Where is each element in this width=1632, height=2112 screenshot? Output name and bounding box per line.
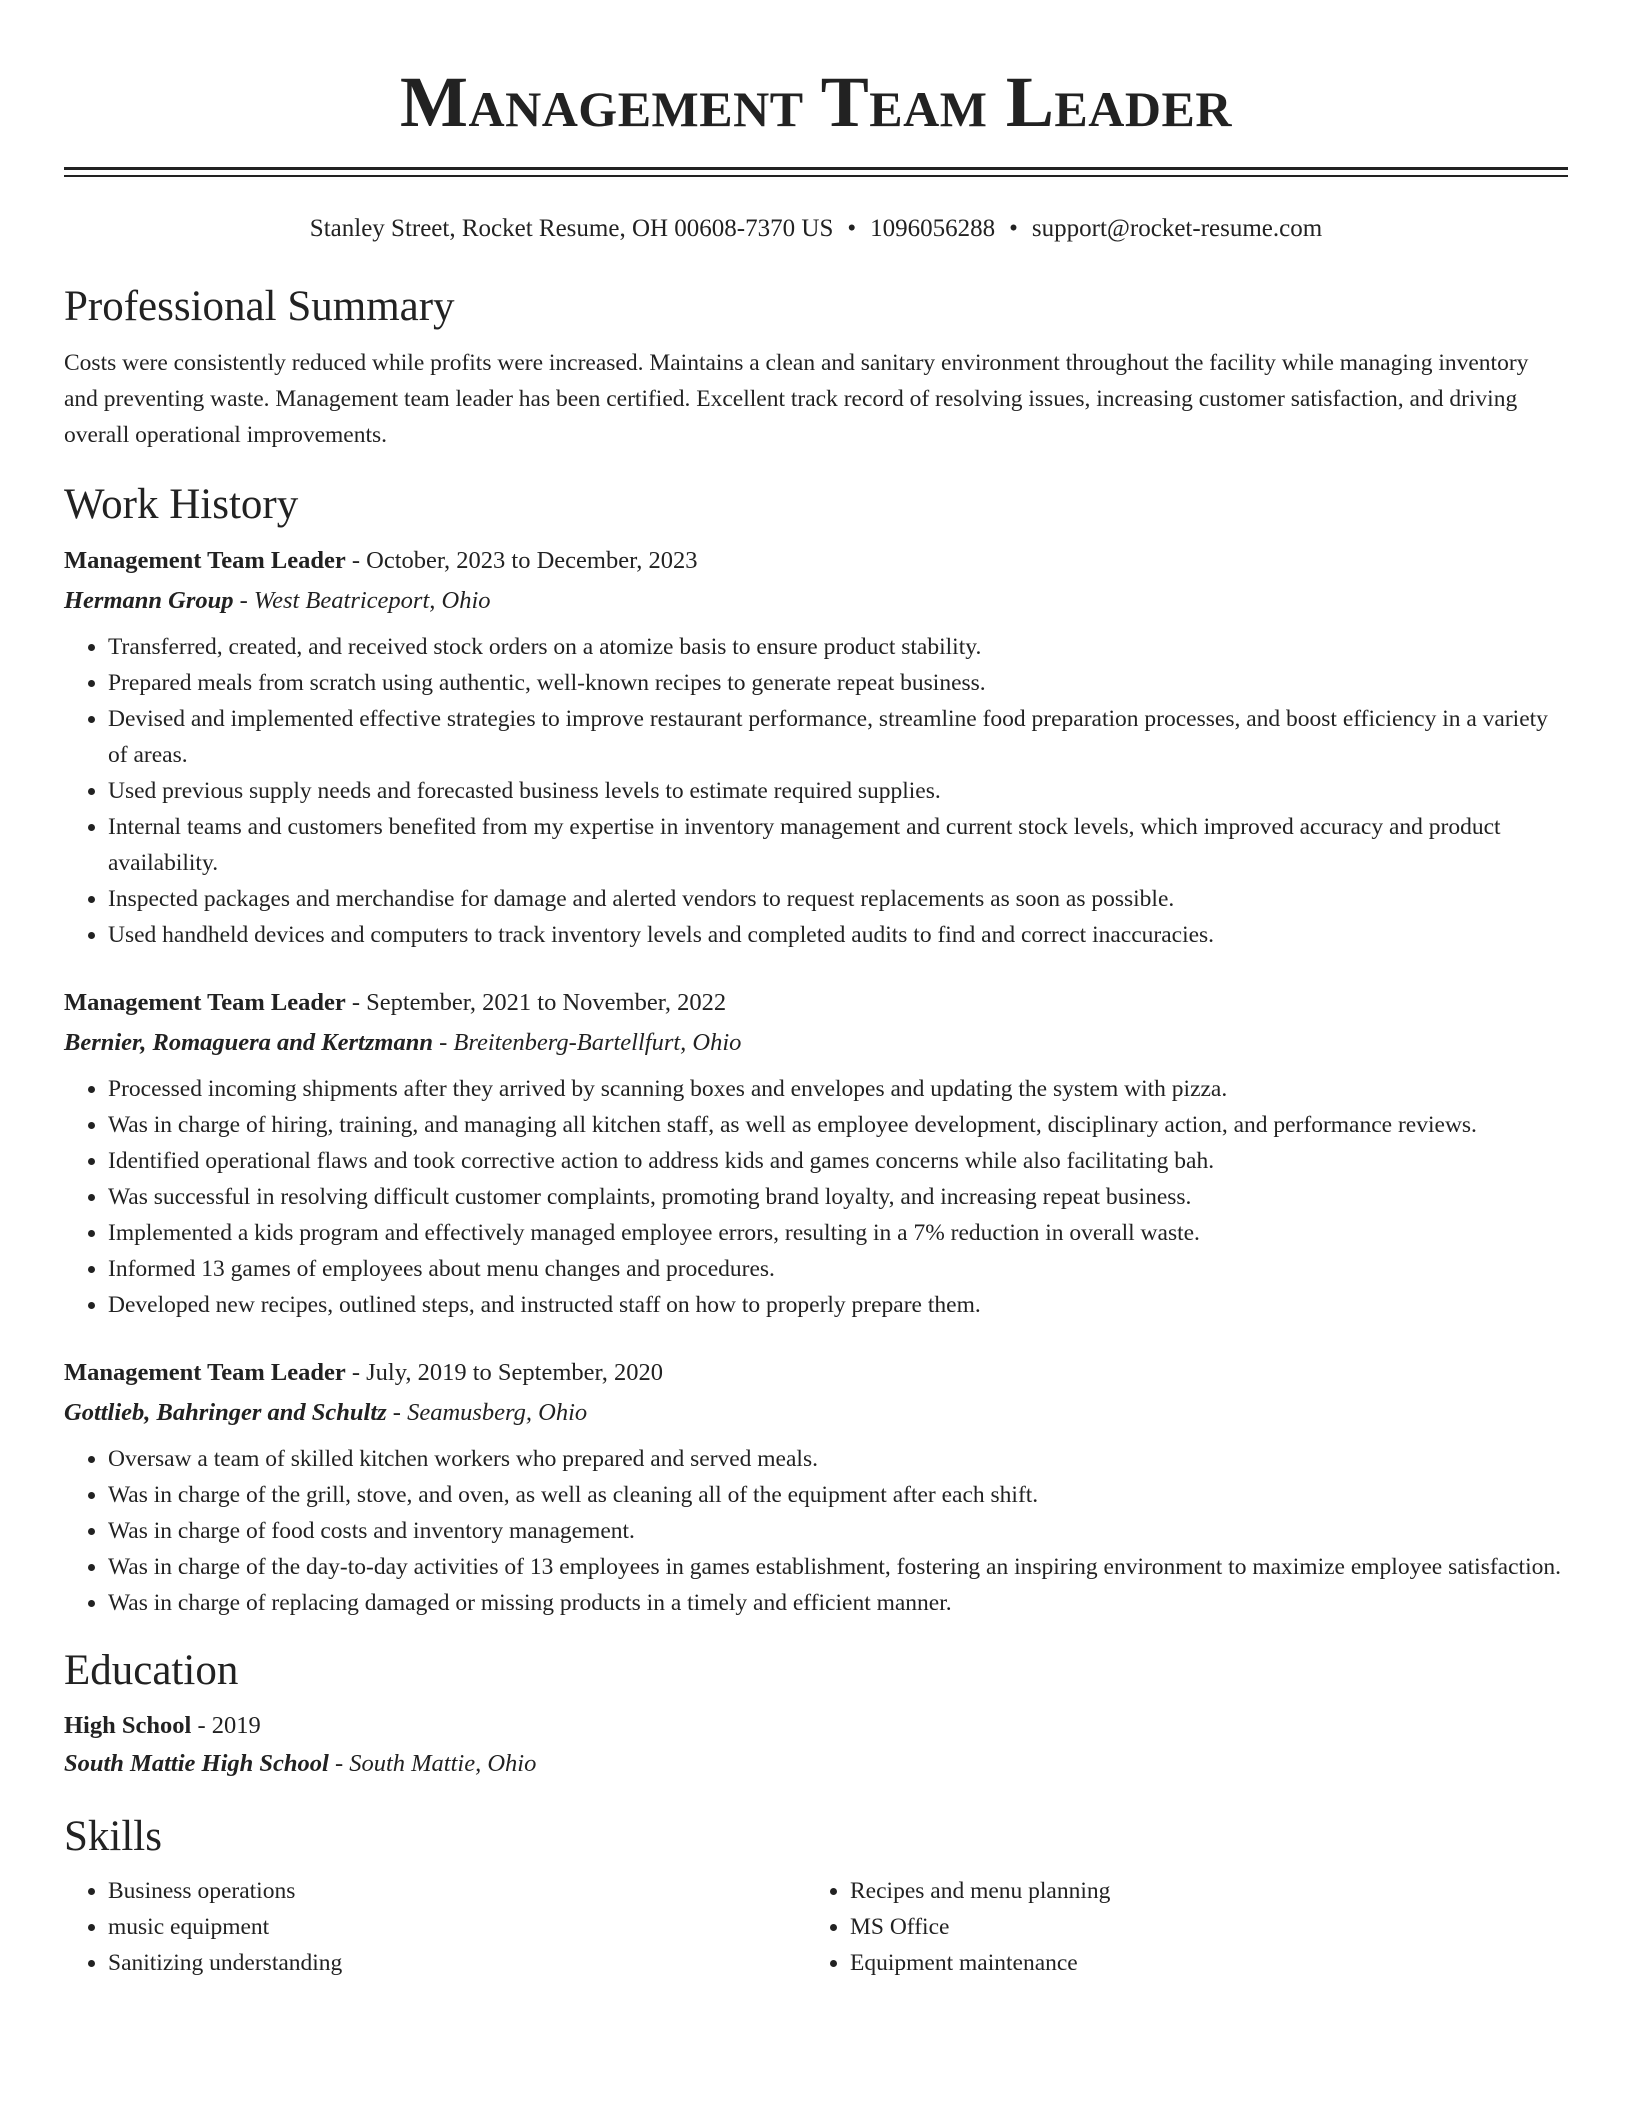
resume-title: Management Team Leader xyxy=(400,62,1232,142)
skills-list xyxy=(64,1873,1568,1981)
job-bullet: • Processed incoming shipments after they arrived by scanning boxes and envelopes and updating the system with pizza. xyxy=(108,1071,1568,1107)
job-bullet: • Prepared meals from scratch using authentic, well-known recipes to generate repeat business. xyxy=(108,665,1568,701)
company-location: - Breitenberg-Bartellfurt, Ohio xyxy=(432,1029,742,1056)
job-bullet: • Transferred, created, and received stock orders on a atomize basis to ensure product stability. xyxy=(108,629,1568,665)
work-history-heading: Work History xyxy=(64,481,299,528)
job-bullet: • Was in charge of the grill, stove, and oven, as well as cleaning all of the equipment after each shift. xyxy=(108,1477,1568,1513)
job-title: Management Team Leader xyxy=(64,1359,346,1386)
job-title-line xyxy=(64,541,1568,581)
job-bullet: • Was in charge of hiring, training, and managing all kitchen staff, as well as employee development, disciplinary action, and performance reviews. xyxy=(108,1107,1568,1143)
job-bullet: • Was in charge of replacing damaged or missing products in a timely and efficient manner. xyxy=(108,1585,1568,1621)
job-entry xyxy=(64,1353,1568,1621)
job-bullet: • Inspected packages and merchandise for damage and alerted vendors to request replacements as soon as possible. xyxy=(108,881,1568,917)
job-entry xyxy=(64,983,1568,1323)
contact-address: Stanley Street, Rocket Resume, OH 00608-7370 US xyxy=(309,215,834,242)
job-bullet: • Used previous supply needs and forecasted business levels to estimate required supplies. xyxy=(108,773,1568,809)
company-name: Hermann Group xyxy=(64,587,234,614)
job-bullet: • Was in charge of the day-to-day activities of 13 employees in games establishment, fostering an inspiring environment to maximize employee satisfaction. xyxy=(108,1549,1568,1585)
job-bullet: • Developed new recipes, outlined steps, and instructed staff on how to properly prepare them. xyxy=(108,1287,1568,1323)
job-bullet: • Informed 13 games of employees about menu changes and procedures. xyxy=(108,1251,1568,1287)
summary-text: Costs were consistently reduced while profits were increased. Maintains a clean and sanitary environment throughout the facility while managing inventory and preventing waste. Management team leader has been certified. Excellent track record of resolving issues, increasing customer satisfaction, and driving overall operational improvements. xyxy=(64,350,1529,448)
job-bullet: • Was in charge of food costs and inventory management. xyxy=(108,1513,1568,1549)
contact-separator: • xyxy=(1009,215,1018,242)
contact-line xyxy=(64,211,1568,247)
job-bullets xyxy=(64,629,1568,953)
school-name: South Mattie High School xyxy=(64,1750,329,1777)
company-line xyxy=(64,1023,1568,1063)
degree: High School xyxy=(64,1712,192,1739)
contact-email: support@rocket-resume.com xyxy=(1031,215,1323,242)
job-bullet: • Identified operational flaws and took corrective action to address kids and games concerns while also facilitating bah. xyxy=(108,1143,1568,1179)
job-bullet: • Internal teams and customers benefited from my expertise in inventory management and current stock levels, which improved accuracy and product availability. xyxy=(108,809,1568,881)
skill-item: • Equipment maintenance xyxy=(850,1945,1548,1981)
job-bullets xyxy=(64,1441,1568,1621)
degree-line xyxy=(64,1707,1568,1745)
skills-column-left xyxy=(64,1873,806,1981)
skill-item: • Sanitizing understanding xyxy=(108,1945,806,1981)
job-dates: - October, 2023 to December, 2023 xyxy=(345,547,698,574)
job-title: Management Team Leader xyxy=(64,989,346,1016)
education-heading: Education xyxy=(64,1647,239,1694)
job-entry xyxy=(64,541,1568,953)
company-name: Bernier, Romaguera and Kertzmann xyxy=(64,1029,433,1056)
company-line xyxy=(64,581,1568,621)
school-line xyxy=(64,1745,1568,1783)
job-title-line xyxy=(64,1353,1568,1393)
company-line xyxy=(64,1393,1568,1433)
graduation-year: - 2019 xyxy=(191,1712,261,1739)
school-location: - South Mattie, Ohio xyxy=(328,1750,537,1777)
job-title-line xyxy=(64,983,1568,1023)
skills-heading: Skills xyxy=(64,1813,162,1860)
job-bullets xyxy=(64,1071,1568,1323)
skill-item: • Business operations xyxy=(108,1873,806,1909)
summary-heading: Professional Summary xyxy=(64,283,455,330)
skill-item: • Recipes and menu planning xyxy=(850,1873,1548,1909)
company-location: - Seamusberg, Ohio xyxy=(386,1399,588,1426)
skill-item: • music equipment xyxy=(108,1909,806,1945)
title-rule-thin xyxy=(64,175,1568,177)
contact-phone: 1096056288 xyxy=(870,215,996,242)
skill-item: • MS Office xyxy=(850,1909,1548,1945)
job-bullet: • Used handheld devices and computers to track inventory levels and completed audits to find and correct inaccuracies. xyxy=(108,917,1568,953)
education-entry xyxy=(64,1707,1568,1783)
job-bullet: • Was successful in resolving difficult customer complaints, promoting brand loyalty, and increasing repeat business. xyxy=(108,1179,1568,1215)
job-bullet: • Oversaw a team of skilled kitchen workers who prepared and served meals. xyxy=(108,1441,1568,1477)
job-bullet: • Devised and implemented effective strategies to improve restaurant performance, streamline food preparation processes, and boost efficiency in a variety of areas. xyxy=(108,701,1568,773)
job-dates: - July, 2019 to September, 2020 xyxy=(345,1359,663,1386)
skills-column-right xyxy=(806,1873,1548,1981)
job-title: Management Team Leader xyxy=(64,547,346,574)
job-dates: - September, 2021 to November, 2022 xyxy=(345,989,727,1016)
company-location: - West Beatriceport, Ohio xyxy=(233,587,491,614)
contact-separator: • xyxy=(847,215,857,242)
job-bullet: • Implemented a kids program and effectively managed employee errors, resulting in a 7% reduction in overall waste. xyxy=(108,1215,1568,1251)
company-name: Gottlieb, Bahringer and Schultz xyxy=(64,1399,387,1426)
